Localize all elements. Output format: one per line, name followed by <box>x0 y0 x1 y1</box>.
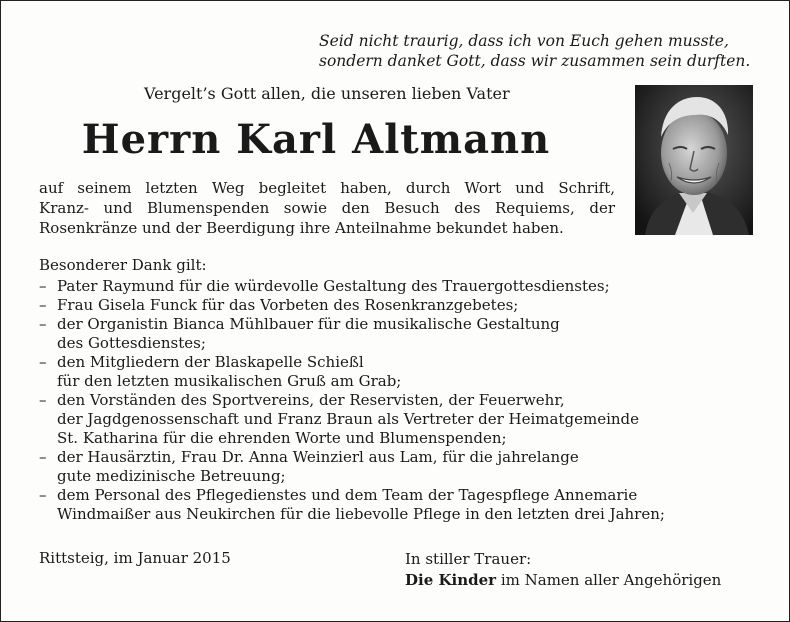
thanks-line: der Jagdgenossenschaft und Franz Braun als Vertreter der Heimatgemeinde <box>57 410 640 428</box>
intro-line: Kranz- und Blumenspenden sowie den Besuch des Requiems, der <box>39 199 615 217</box>
thanks-line: – Frau Gisela Funck für das Vorbeten des Rosenkranzgebetes; <box>57 296 519 314</box>
thanks-item <box>39 353 759 391</box>
thanks-line: für den letzten musikalischen Gruß am Grab; <box>57 372 402 390</box>
thanks-line: – der Organistin Bianca Mühlbauer für die musikalische Gestaltung <box>57 315 560 333</box>
thanks-line: – den Mitgliedern der Blaskapelle Schießl <box>57 353 364 371</box>
thanks-item <box>39 391 759 448</box>
thanks-heading: Besonderer Dank gilt: <box>39 256 207 274</box>
thanks-line: – dem Personal des Pflegedienstes und dem Team der Tagespflege Annemarie <box>57 486 638 504</box>
thanks-item <box>39 315 759 353</box>
thanks-list <box>39 277 759 524</box>
thanks-item <box>39 296 759 315</box>
intro-line: Rosenkränze und der Beerdigung ihre Anteilnahme bekundet haben. <box>39 219 564 237</box>
intro-line: auf seinem letzten Weg begleitet haben, durch Wort und Schrift, <box>39 179 615 197</box>
deceased-name: Herrn Karl Altmann <box>81 116 551 163</box>
thanks-item <box>39 486 759 524</box>
mourning-family: Die Kinder <box>405 571 497 589</box>
thanks-line: gute medizinische Betreuung; <box>57 467 286 485</box>
thanks-line: – Pater Raymund für die würdevolle Gestaltung des Trauergottesdienstes; <box>57 277 610 295</box>
thanks-item <box>39 448 759 486</box>
motto-line: Seid nicht traurig, dass ich von Euch gehen musste, <box>319 32 729 50</box>
gratitude-intro: Vergelt’s Gott allen, die unseren lieben Vater <box>144 84 510 103</box>
portrait-photo <box>635 85 753 235</box>
thanks-line: Windmaißer aus Neukirchen für die liebevolle Pflege in den letzten drei Jahren; <box>57 505 665 523</box>
mourning-heading: In stiller Trauer: <box>405 550 532 568</box>
thanks-line: – der Hausärztin, Frau Dr. Anna Weinzierl aus Lam, für die jahrelange <box>57 448 579 466</box>
thanks-line: – den Vorständen des Sportvereins, der Reservisten, der Feuerwehr, <box>57 391 565 409</box>
thanks-line: des Gottesdienstes; <box>57 334 206 352</box>
mourning-signature <box>405 549 721 591</box>
thanks-line: St. Katharina für die ehrenden Worte und Blumenspenden; <box>57 429 507 447</box>
motto-quote <box>319 31 759 71</box>
mourning-rest: im Namen aller Angehörigen <box>496 571 722 589</box>
motto-line: sondern danket Gott, dass wir zusammen sein durften. <box>319 52 751 70</box>
mourning-family-line <box>405 570 721 591</box>
intro-paragraph <box>39 178 615 238</box>
place-date: Rittsteig, im Januar 2015 <box>39 549 231 567</box>
thanks-item <box>39 277 759 296</box>
portrait-illustration <box>635 85 753 235</box>
